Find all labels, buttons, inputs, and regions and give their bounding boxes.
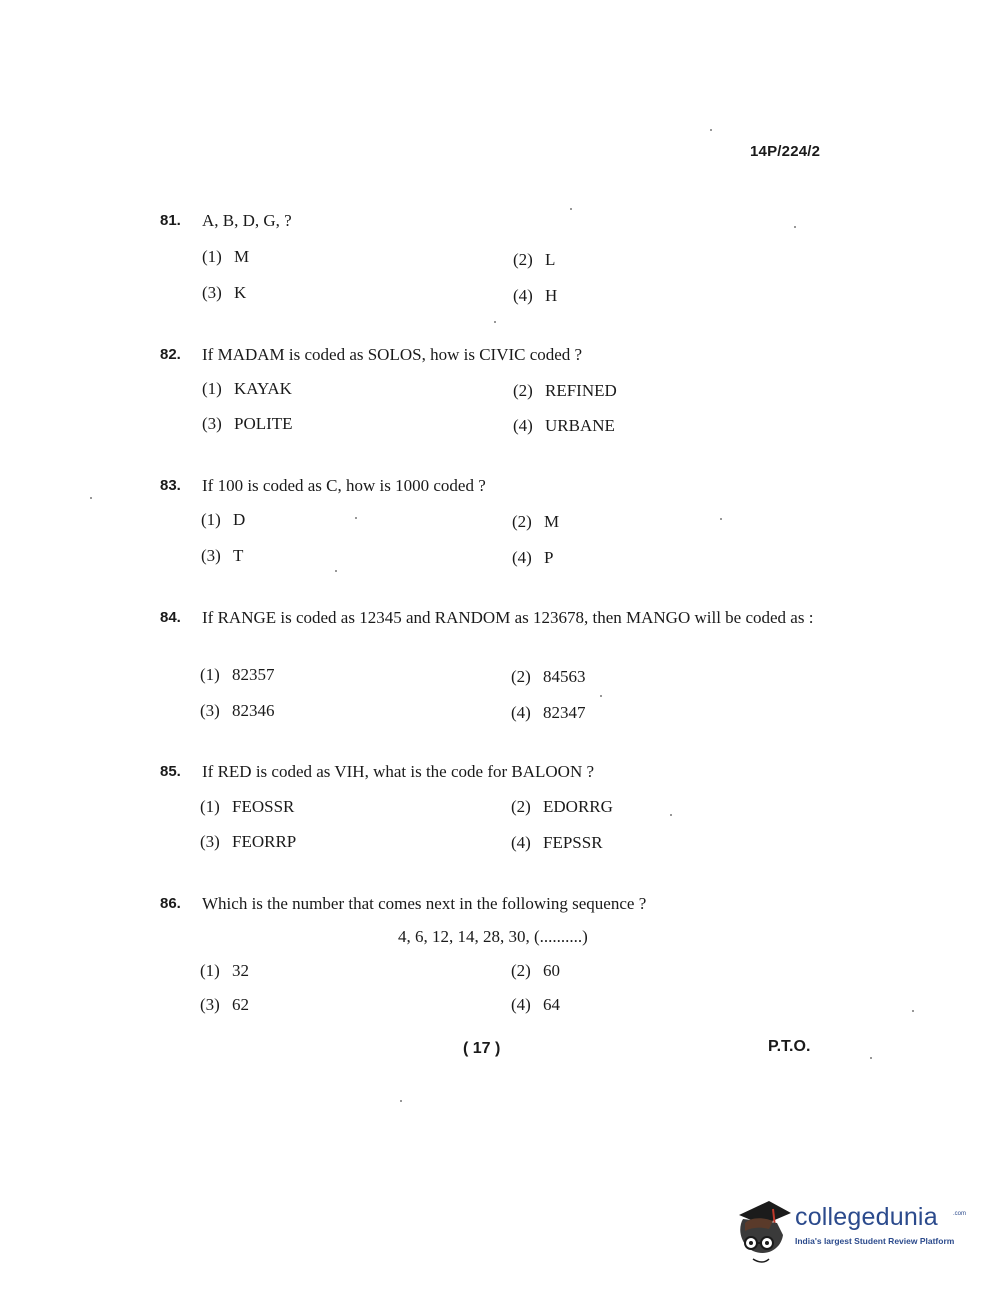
- scan-speck: [870, 1057, 872, 1059]
- question-text: If MADAM is coded as SOLOS, how is CIVIC coded ?: [202, 345, 583, 364]
- question-text: A, B, D, G, ?: [202, 211, 292, 230]
- option-1: (1) M: [202, 247, 250, 266]
- number-sequence: 4, 6, 12, 14, 28, 30, (..........): [398, 927, 588, 946]
- option-4: (4) 64: [511, 995, 560, 1014]
- option-3: (3) 82346: [200, 701, 275, 720]
- option-1: (1) KAYAK: [202, 379, 292, 398]
- option-4: (4) 82347: [511, 703, 586, 722]
- option-4: (4) FEPSSR: [511, 833, 603, 852]
- option-1: (1) 82357: [200, 665, 275, 684]
- question-text: If RED is coded as VIH, what is the code for BALOON ?: [202, 762, 595, 781]
- collegedunia-watermark: [733, 1197, 967, 1267]
- scan-speck: [794, 226, 796, 228]
- option-1: (1) FEOSSR: [200, 797, 295, 816]
- option-2: (2) 60: [511, 961, 560, 980]
- option-4: (4) URBANE: [513, 416, 615, 435]
- scan-speck: [670, 814, 672, 816]
- question-text: If 100 is coded as C, how is 1000 coded ?: [202, 476, 486, 495]
- question-number: 81.: [160, 212, 181, 229]
- option-2: (2) M: [512, 512, 560, 531]
- option-1: (1) D: [201, 510, 246, 529]
- question-number: 83.: [160, 477, 181, 494]
- option-2: (2) EDORRG: [511, 797, 613, 816]
- option-2: (2) REFINED: [513, 381, 617, 400]
- pto-label: P.T.O.: [768, 1038, 811, 1055]
- option-2: (2) 84563: [511, 667, 586, 686]
- option-3: (3) FEORRP: [200, 832, 297, 851]
- scan-speck: [710, 129, 712, 131]
- question-number: 86.: [160, 895, 181, 912]
- brand-name: collegedunia: [795, 1203, 938, 1231]
- scan-speck: [912, 1010, 914, 1012]
- option-3: (3) 62: [200, 995, 249, 1014]
- page-number: ( 17 ): [463, 1040, 501, 1057]
- option-4: (4) H: [513, 286, 558, 305]
- option-1: (1) 32: [200, 961, 249, 980]
- brand-dotcom: .com: [953, 1211, 967, 1217]
- question-text: Which is the number that comes next in the following sequence ?: [202, 894, 647, 913]
- option-3: (3) T: [201, 546, 244, 565]
- scan-speck: [570, 208, 572, 210]
- question-text: If RANGE is coded as 12345 and RANDOM as 123678, then MANGO will be coded as :: [202, 608, 814, 627]
- paper-code: 14P/224/2: [750, 143, 821, 160]
- scan-speck: [720, 518, 722, 520]
- scan-speck: [355, 517, 357, 519]
- question-number: 85.: [160, 763, 181, 780]
- question-number: 82.: [160, 346, 181, 363]
- option-2: (2) L: [513, 250, 556, 269]
- scan-speck: [90, 497, 92, 499]
- question-number: 84.: [160, 609, 181, 626]
- option-4: (4) P: [512, 548, 554, 567]
- scan-speck: [400, 1100, 402, 1102]
- scan-speck: [335, 570, 337, 572]
- scan-speck: [600, 695, 602, 697]
- brand-tagline: India's largest Student Review Platform: [795, 1236, 955, 1246]
- option-3: (3) K: [202, 283, 247, 302]
- option-3: (3) POLITE: [202, 414, 293, 433]
- scan-speck: [494, 321, 496, 323]
- mascot-logo-icon: [733, 1197, 793, 1267]
